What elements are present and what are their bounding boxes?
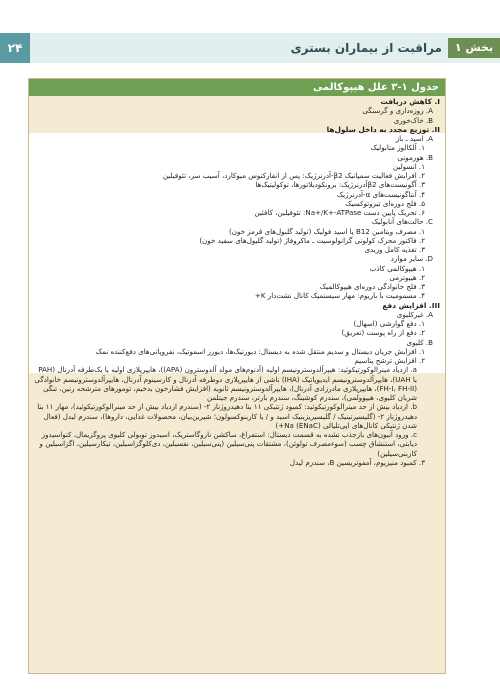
page-header [0,33,500,63]
table-row: ۲. فاکتور محرک کولونی گرانولوسیت ـ ماکروفاژ (تولید گلبول‌های سفید خون) [199,235,425,245]
table-row: c. ورود آنیون‌های بازجذب نشده به قسمت دیستال: استفراغ، ساکشن نازوگاستریک، اسیدوز توبولی کلیوی پروگزیمال، کتواسیدوز دیابتی، استنشاق چسب (سوءمصرف تولوئن)، مشتقات پنی‌سیلین (پنی‌سیلین، نفسیلین، دی‌کلوگزاسیلین، تیکارسیلین، اگزاسیلین و کاربنی‌سیلین) [39,430,417,458]
table-row: ۴. مسمومیت با باریوم: مهار سیستمیک کانال نشت‌دار K+ [254,291,425,301]
table-row: I. کاهش دریافت [380,97,440,106]
table-row: A. روزه‌داری و گرسنگی [362,106,433,116]
table-row: ۳. کمبود منیزیوم، آمفوتریسین B، سندرم لیدل [289,457,425,467]
table-row: B. هورمونی [397,152,433,162]
hypokalemia-causes-table [28,78,446,674]
table-row: C. حالت‌های آنابولیک [371,217,433,227]
table-row: ۴. آنتاگونیست‌های α-آدرنرژیک [336,189,425,199]
table-row: a. ازدیاد مینرالوکورتیکوئید: هیپرآلدوسترونیسم اولیه (آدنوم‌های مولد آلدوسترون (APA))، هایپرپلازی اولیه یا یک‌طرفه آدرنال (PAH یا UAH)، هایپرآلدوسترونیسم ایدیوپاتیک (IHA) ناشی از هایپرپلازی دوطرفه آدرنال و کارسینوم آدرنال، هایپرآلدوسترونیسم خانوادگی (FH-I، FH-II)، هایپرپلازی مادرزادی آدرنال)، هایپرآلدوسترونیسم ثانویه (افزایش فشارخون بدخیم، تومورهای مترشحه رنین، تنگی شریان کلیوی، هیپوولمی)، سندرم کوشینگ، سندرم بارتر، سندرم جیتلمن [34,365,417,402]
table-row: D. سایر موارد [390,254,433,264]
section-title: مراقبت از بیماران بستری [290,41,442,55]
table-row: ۲. افزایش فعالیت سمپاتیک β2-آدرنرژیک: پس از انفارکتوس میوکارد، آسیب سر، تئوفیلین [162,171,425,180]
table-row: A. غیرکلیوی [396,309,433,319]
table-row: ۲. دفع از راه پوست (تعریق) [341,328,425,338]
table-row: b. ازدیاد بیش از حد مینرالوکورتیکوئید: کمبود ژنتیکی ۱۱ بتا دهیدروژناز ۲- (سندرم ازدیاد بیش از حد مینرالوکورتیکوئید)، مهار ۱۱ بتا دهیدروژناز ۲- (گلیسیرتینیک / گلیسیریزینیک اسید و / یا کاربنوکسولون؛ شیرین‌بیان، محصولات غذایی، داروها)، سندرم لیدل (فعال شدن ژنتیکی کانال‌های اپی‌تلیالی (ENaC) Na+) [37,402,417,430]
section-badge: بخش ۱ [448,38,500,58]
table-row: ۳. فلج خانوادگی دوره‌ای هیپوکالمیک [319,282,425,291]
table-row: ۱. افزایش جریان دیستال و سدیم منتقل شده به دیستال: دیورتیک‌ها، دیورز اسموتیک، نفروپاتی‌های دفع‌کننده نمک [95,346,425,356]
table-row: B. خاک‌خوری [393,115,433,125]
table-row: B. کلیوی [406,337,433,347]
table-title: جدول ۱-۳ علل هیپوکالمی [29,79,445,96]
table-row: ۳. تغذیه کامل وریدی [364,245,425,254]
table-row: ۱. مصرف ویتامین B12 یا اسید فولیک (تولید گلبول‌های قرمز خون) [228,226,425,236]
table-row: ۵. فلج دوره‌ای تیروتوکسیک [345,198,425,208]
table-row: ۳. آگونیست‌های β2آدرنرژیک: برونکودیلاتورها، توکولیتیک‌ها [255,180,425,190]
table-body [29,97,445,467]
page-number: ۲۴ [0,33,30,63]
table-row: ۱. دفع گوارشی (اسهال) [353,319,425,328]
table-row: A. اسید ـ باز [395,134,433,143]
table-row: III. افزایش دفع [382,300,440,310]
table-row: ۱. آلکالوز متابولیک [370,143,425,153]
table-row: ۱. انسولین [393,161,425,171]
table-row: ۲. هیپوترمی [389,272,425,282]
table-row: ۲. افزایش ترشح پتاسیم [354,356,425,365]
table-row: ۶. تحریک پایین دست Na+/K+-ATPase: تئوفیلین، کافئین [254,208,425,217]
table-row: ۱. هیپوکالمی کاذب [369,263,425,273]
table-row: II. توزیع مجدد به داخل سلول‌ها [326,124,440,134]
